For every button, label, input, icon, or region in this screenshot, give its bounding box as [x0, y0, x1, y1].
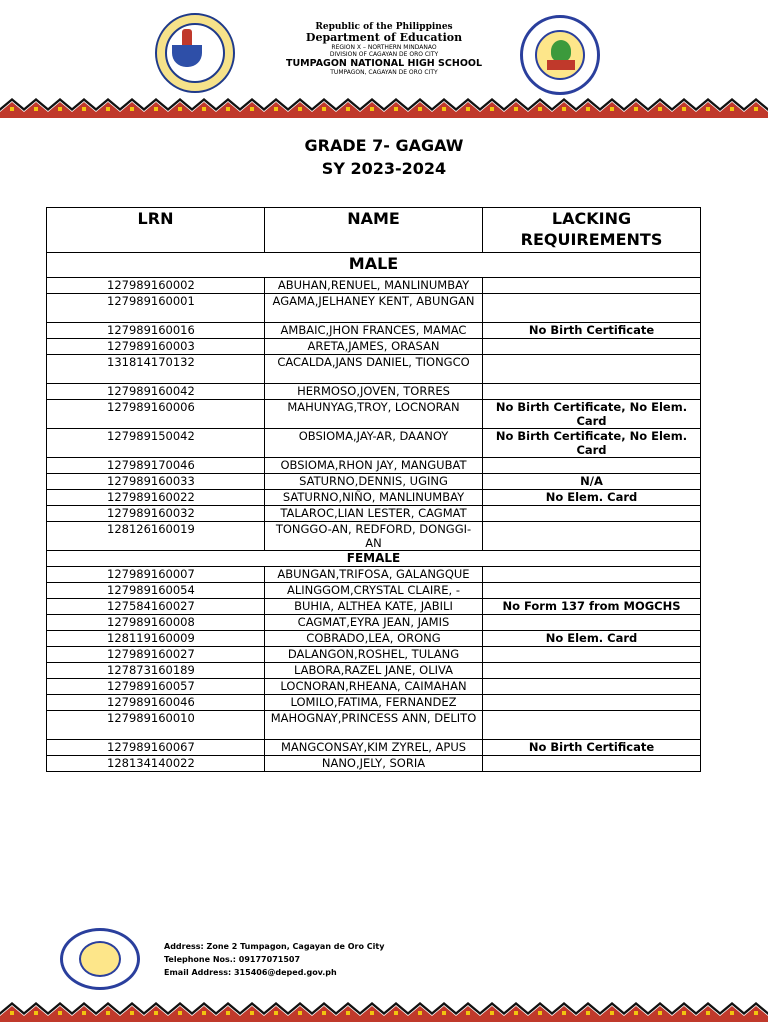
table-row: [47, 323, 701, 339]
republic-label: Republic of the Philippines: [315, 22, 453, 32]
lrn-cell: 127989150042: [47, 429, 265, 458]
footer-address: Address: Zone 2 Tumpagon, Cagayan de Oro City: [164, 942, 385, 951]
class-title: GRADE 7- GAGAW: [304, 136, 464, 155]
lrn-cell: 128134140022: [47, 756, 265, 772]
lrn-cell: 128119160009: [47, 631, 265, 647]
table-row: [47, 679, 701, 695]
requirement-cell: No Birth Certificate, No Elem. Card: [483, 400, 701, 429]
lrn-cell: 127989160042: [47, 384, 265, 400]
name-cell: CACALDA,JANS DANIEL, TIONGCO: [265, 355, 483, 384]
lrn-column-header: LRN: [47, 208, 265, 253]
lrn-cell: 127989160046: [47, 695, 265, 711]
lrn-cell: 127989160057: [47, 679, 265, 695]
table-row: [47, 647, 701, 663]
name-cell: SATURNO,DENNIS, UGING: [265, 474, 483, 490]
requirement-cell: [483, 663, 701, 679]
lrn-cell: 127873160189: [47, 663, 265, 679]
lrn-cell: 127989160016: [47, 323, 265, 339]
name-cell: TONGGO-AN, REDFORD, DONGGI-AN: [265, 522, 483, 551]
requirement-cell: [483, 458, 701, 474]
requirement-cell: No Elem. Card: [483, 631, 701, 647]
name-cell: TALAROC,LIAN LESTER, CAGMAT: [265, 506, 483, 522]
lrn-cell: 127989160007: [47, 567, 265, 583]
name-cell: ALINGGOM,CRYSTAL CLAIRE, -: [265, 583, 483, 599]
female-section-label: FEMALE: [47, 551, 701, 567]
lrn-cell: 131814170132: [47, 355, 265, 384]
table-row: [47, 567, 701, 583]
decorative-band-bottom: [0, 1002, 768, 1022]
division-label: DIVISION OF CAGAYAN DE ORO CITY: [329, 50, 439, 58]
name-cell: LABORA,RAZEL JANE, OLIVA: [265, 663, 483, 679]
table-row: [47, 695, 701, 711]
requirement-cell: [483, 355, 701, 384]
lrn-cell: 127584160027: [47, 599, 265, 615]
requirement-cell: [483, 339, 701, 355]
table-row: [47, 278, 701, 294]
footer-school-seal-icon: [60, 928, 140, 990]
name-cell: ARETA,JAMES, ORASAN: [265, 339, 483, 355]
requirement-cell: [483, 522, 701, 551]
name-cell: OBSIOMA,RHON JAY, MANGUBAT: [265, 458, 483, 474]
lrn-cell: 127989160002: [47, 278, 265, 294]
school-name: TUMPAGON NATIONAL HIGH SCHOOL: [285, 57, 483, 69]
lrn-cell: 127989160008: [47, 615, 265, 631]
table-row: [47, 756, 701, 772]
name-cell: AGAMA,JELHANEY KENT, ABUNGAN: [265, 294, 483, 323]
table-row: [47, 631, 701, 647]
requirement-cell: No Elem. Card: [483, 490, 701, 506]
table-row: [47, 615, 701, 631]
name-cell: HERMOSO,JOVEN, TORRES: [265, 384, 483, 400]
school-address: TUMPAGON, CAGAYAN DE ORO CITY: [330, 68, 438, 76]
name-cell: ABUNGAN,TRIFOSA, GALANGQUE: [265, 567, 483, 583]
requirement-cell: No Birth Certificate: [483, 323, 701, 339]
name-cell: ABUHAN,RENUEL, MANLINUMBAY: [265, 278, 483, 294]
department-label: Department of Education: [305, 31, 463, 45]
table-row: [47, 400, 701, 429]
table-body: [47, 253, 701, 772]
table-row: [47, 583, 701, 599]
name-cell: COBRADO,LEA, ORONG: [265, 631, 483, 647]
requirement-cell: [483, 679, 701, 695]
requirement-cell: [483, 294, 701, 323]
table-row: [47, 506, 701, 522]
lrn-cell: 127989160033: [47, 474, 265, 490]
name-cell: OBSIOMA,JAY-AR, DAANOY: [265, 429, 483, 458]
table-row: [47, 522, 701, 551]
lrn-cell: 127989160054: [47, 583, 265, 599]
lrn-cell: 128126160019: [47, 522, 265, 551]
table-row: [47, 474, 701, 490]
table-row: [47, 458, 701, 474]
table-row: [47, 339, 701, 355]
table-row: [47, 355, 701, 384]
name-cell: BUHIA, ALTHEA KATE, JABILI: [265, 599, 483, 615]
table-row: [47, 490, 701, 506]
school-year-title: SY 2023-2024: [321, 159, 447, 178]
requirement-cell: [483, 567, 701, 583]
requirement-cell: No Birth Certificate, No Elem. Card: [483, 429, 701, 458]
table-row: [47, 384, 701, 400]
requirement-cell: [483, 506, 701, 522]
table-row: [47, 740, 701, 756]
name-cell: CAGMAT,EYRA JEAN, JAMIS: [265, 615, 483, 631]
name-cell: LOMILO,FATIMA, FERNANDEZ: [265, 695, 483, 711]
male-section-label: MALE: [47, 253, 701, 278]
table-header-row: [47, 208, 701, 253]
requirement-cell: [483, 384, 701, 400]
female-section-row: [47, 551, 701, 567]
requirement-cell: [483, 756, 701, 772]
name-cell: DALANGON,ROSHEL, TULANG: [265, 647, 483, 663]
requirement-cell: N/A: [483, 474, 701, 490]
lrn-cell: 127989160027: [47, 647, 265, 663]
requirement-cell: [483, 711, 701, 740]
table-row: [47, 294, 701, 323]
lrn-cell: 127989160022: [47, 490, 265, 506]
requirements-table: [46, 207, 701, 772]
lrn-cell: 127989160067: [47, 740, 265, 756]
lrn-cell: 127989160010: [47, 711, 265, 740]
name-cell: AMBAIC,JHON FRANCES, MAMAC: [265, 323, 483, 339]
lrn-cell: 127989160003: [47, 339, 265, 355]
lrn-cell: 127989160032: [47, 506, 265, 522]
table-row: [47, 429, 701, 458]
name-cell: MAHUNYAG,TROY, LOCNORAN: [265, 400, 483, 429]
requirements-column-header: LACKING REQUIREMENTS: [483, 208, 701, 253]
name-cell: MAHOGNAY,PRINCESS ANN, DELITO: [265, 711, 483, 740]
name-cell: LOCNORAN,RHEANA, CAIMAHAN: [265, 679, 483, 695]
lrn-cell: 127989170046: [47, 458, 265, 474]
requirement-cell: [483, 695, 701, 711]
lrn-cell: 127989160006: [47, 400, 265, 429]
requirement-cell: No Birth Certificate: [483, 740, 701, 756]
region-label: REGION X – NORTHERN MINDANAO: [331, 43, 437, 51]
table-row: [47, 711, 701, 740]
name-cell: MANGCONSAY,KIM ZYREL, APUS: [265, 740, 483, 756]
requirement-cell: [483, 615, 701, 631]
footer-contact: [164, 940, 384, 979]
table-row: [47, 663, 701, 679]
lrn-cell: 127989160001: [47, 294, 265, 323]
table-row: [47, 599, 701, 615]
requirement-cell: [483, 647, 701, 663]
name-cell: SATURNO,NIÑO, MANLINUMBAY: [265, 490, 483, 506]
name-column-header: NAME: [265, 208, 483, 253]
male-section-row: [47, 253, 701, 278]
footer-telephone: Telephone Nos.: 09177071507: [164, 955, 301, 964]
name-cell: NANO,JELY, SORIA: [265, 756, 483, 772]
requirement-cell: No Form 137 from MOGCHS: [483, 599, 701, 615]
footer-email: Email Address: 315406@deped.gov.ph: [164, 968, 337, 977]
requirement-cell: [483, 278, 701, 294]
requirement-cell: [483, 583, 701, 599]
